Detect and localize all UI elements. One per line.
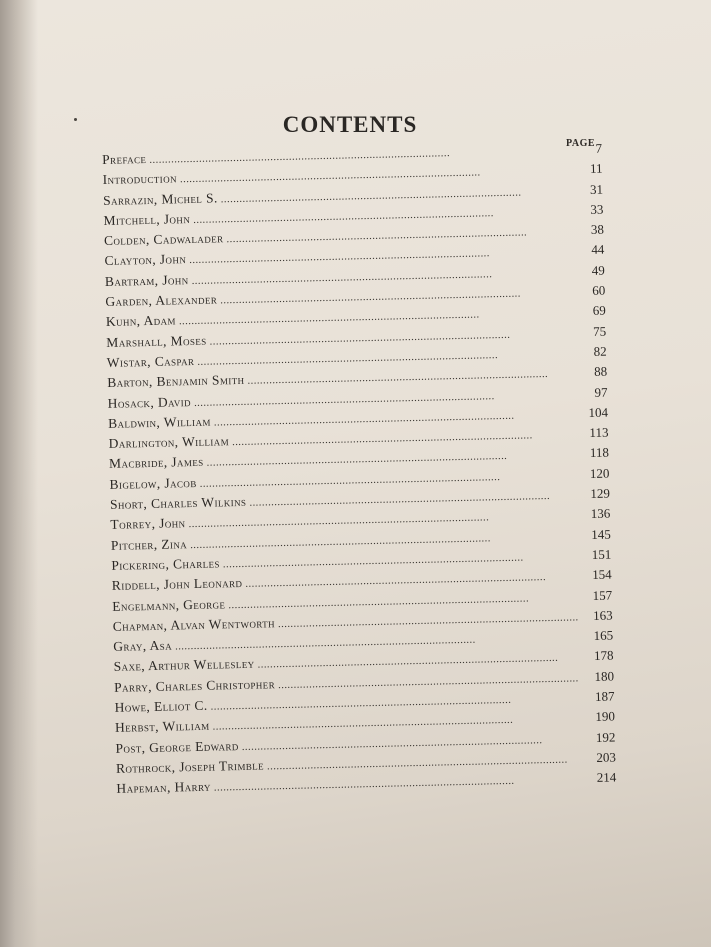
paper-speck	[74, 118, 77, 121]
dot-leader	[226, 226, 574, 246]
toc-entry-page: 214	[596, 769, 617, 786]
dot-leader	[278, 611, 583, 630]
toc-entry-name: Clayton, John	[104, 251, 187, 269]
toc-entry-page: 75	[593, 323, 607, 339]
toc-entry-name: Garden, Alexander	[105, 291, 218, 310]
toc-entry-name: Torrey, John	[110, 515, 186, 533]
page-column-label: PAGE	[566, 138, 596, 149]
dot-leader	[245, 570, 582, 590]
toc-entry-name: Herbst, William	[114, 718, 210, 736]
dot-leader	[242, 733, 586, 753]
dot-leader	[220, 286, 575, 306]
toc-entry-name: Preface	[102, 150, 147, 167]
toc-entry-page: 97	[594, 384, 608, 400]
toc-entry-page: 157	[592, 587, 613, 603]
table-of-contents	[102, 141, 617, 802]
toc-entry-page: 145	[591, 526, 611, 542]
toc-entry-name: Bartram, John	[104, 271, 189, 289]
dot-leader	[278, 672, 584, 691]
toc-entry-page: 190	[595, 708, 616, 725]
toc-entry-name: Pickering, Charles	[111, 555, 220, 573]
toc-entry-page: 7	[595, 140, 603, 156]
toc-entry-page: 118	[589, 445, 610, 461]
dot-leader	[267, 753, 586, 772]
toc-entry-page: 44	[591, 242, 605, 258]
toc-entry-name: Wistar, Caspar	[106, 352, 195, 370]
toc-entry-page: 163	[592, 607, 613, 623]
toc-entry-name: Short, Charles Wilkins	[109, 493, 247, 512]
toc-entry-name: Sarrazin, Michel S.	[102, 189, 218, 208]
toc-entry-page: 38	[590, 221, 605, 238]
toc-entry-page: 129	[590, 485, 611, 502]
dot-leader	[247, 368, 577, 387]
toc-entry-name: Marshall, Moses	[106, 332, 207, 350]
toc-entry-name: Macbride, James	[108, 454, 204, 472]
toc-entry-name: Howe, Elliot C.	[114, 697, 208, 715]
toc-entry-name: Mitchell, John	[103, 210, 191, 228]
toc-entry-page: 203	[596, 749, 617, 765]
toc-entry-page: 165	[593, 627, 614, 644]
toc-entry-name: Introduction	[102, 170, 178, 188]
toc-entry-page: 33	[590, 201, 604, 217]
toc-entry-name: Engelmann, George	[112, 595, 226, 614]
toc-entry-page: 187	[594, 688, 615, 704]
toc-entry-page: 69	[592, 302, 606, 319]
toc-entry-name: Gray, Asa	[113, 637, 173, 654]
toc-entry-page: 88	[593, 363, 608, 380]
toc-entry-name: Pitcher, Zina	[110, 535, 188, 553]
toc-entry-page: 154	[592, 566, 612, 583]
toc-entry-page: 49	[591, 262, 605, 278]
page-title: CONTENTS	[282, 112, 418, 137]
dot-leader	[257, 652, 583, 671]
binding-shadow	[0, 0, 38, 947]
toc-entry-page: 31	[589, 181, 604, 197]
toc-entry-page: 120	[589, 465, 610, 481]
toc-entry-name: Post, George Edward	[115, 737, 239, 756]
toc-entry-page: 192	[595, 729, 616, 745]
toc-entry-name: Chapman, Alvan Wentworth	[112, 615, 276, 634]
toc-entry-name: Darlington, William	[108, 433, 230, 452]
toc-entry-page: 104	[588, 404, 609, 420]
dot-leader	[228, 591, 582, 611]
toc-entry-name: Rothrock, Joseph Trimble	[115, 757, 265, 776]
toc-entry-name: Colden, Cadwalader	[103, 230, 224, 249]
toc-entry-name: Riddell, John Leonard	[111, 575, 243, 594]
toc-entry-name: Kuhn, Adam	[105, 312, 177, 330]
toc-entry-page: 151	[591, 546, 612, 562]
dot-leader	[232, 428, 579, 448]
toc-entry-name: Hapeman, Harry	[116, 778, 211, 797]
toc-entry-page: 113	[589, 424, 609, 441]
toc-entry-page: 178	[593, 647, 614, 664]
toc-entry-page: 60	[592, 282, 606, 298]
toc-entry-name: Parry, Charles Christopher	[113, 675, 276, 695]
toc-entry-name: Saxe, Arthur Wellesley	[113, 656, 255, 675]
dot-leader	[249, 489, 580, 508]
toc-entry-name: Hosack, David	[107, 393, 192, 411]
toc-entry-name: Bigelow, Jacob	[109, 474, 197, 492]
dot-leader	[221, 185, 574, 205]
toc-entry-page: 11	[589, 160, 603, 177]
toc-entry-page: 180	[594, 668, 615, 684]
toc-entry-name: Baldwin, William	[107, 413, 211, 431]
toc-entry-name: Barton, Benjamin Smith	[107, 372, 245, 391]
toc-entry-page: 136	[590, 505, 611, 522]
dot-leader	[223, 550, 582, 570]
toc-entry-page: 82	[593, 343, 607, 359]
dot-leader	[214, 408, 579, 428]
